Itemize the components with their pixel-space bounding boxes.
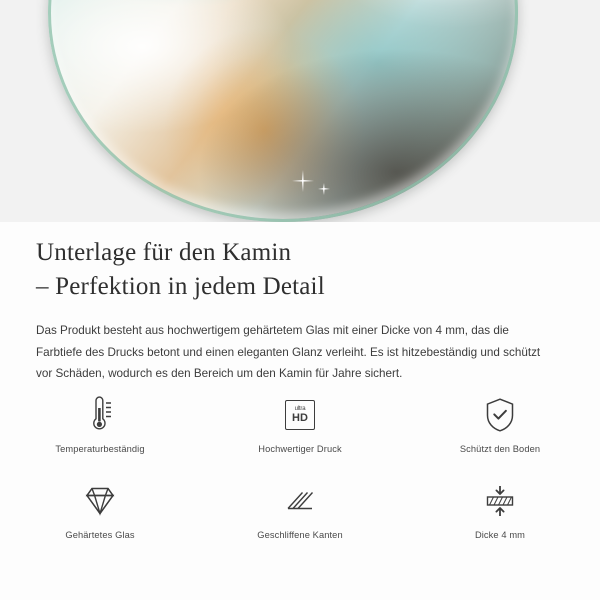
ultra-hd-badge-top: ultra <box>294 406 306 412</box>
feature-item-polished-edges <box>200 478 400 556</box>
thickness-arrows-icon <box>481 478 519 524</box>
feature-label: Schützt den Boden <box>459 444 541 454</box>
polished-edges-icon <box>282 478 318 524</box>
glass-plate-edge <box>48 0 518 222</box>
text-content <box>0 222 600 385</box>
sparkle-icon <box>318 183 330 195</box>
product-description: Das Produkt besteht aus hochwertigem gehärtetem Glas mit einer Dicke von 4 mm, das die Farbtiefe des Drucks betont und einen eleganten Glanz verleiht. Es ist hitzebeständig und schützt vor Schäden, wodurch es den Bereich um den Kamin für Jahre sichert. <box>36 324 541 380</box>
page-title-line-2: – Perfektion in jedem Detail <box>36 273 325 300</box>
feature-label: Hochwertiger Druck <box>258 444 342 454</box>
ultra-hd-icon <box>285 392 315 438</box>
feature-label: Gehärtetes Glas <box>65 530 135 540</box>
page-title <box>0 222 600 304</box>
feature-label: Dicke 4 mm <box>474 530 526 540</box>
feature-item-tempered-glass <box>0 478 200 556</box>
ultra-hd-badge-bottom: HD <box>292 412 308 424</box>
feature-item-temperature <box>0 392 200 470</box>
thermometer-icon <box>80 392 120 438</box>
shield-check-icon <box>483 392 517 438</box>
feature-item-floor-protection <box>400 392 600 470</box>
feature-grid <box>0 392 600 556</box>
feature-label: Temperaturbeständig <box>55 444 145 454</box>
product-hero-image <box>0 0 600 222</box>
diamond-icon <box>80 478 120 524</box>
page-title-line-1: Unterlage für den Kamin <box>36 239 292 266</box>
sparkle-icon <box>292 170 314 192</box>
feature-label: Geschliffene Kanten <box>257 530 343 540</box>
feature-item-print-quality <box>200 392 400 470</box>
feature-item-thickness <box>400 478 600 556</box>
